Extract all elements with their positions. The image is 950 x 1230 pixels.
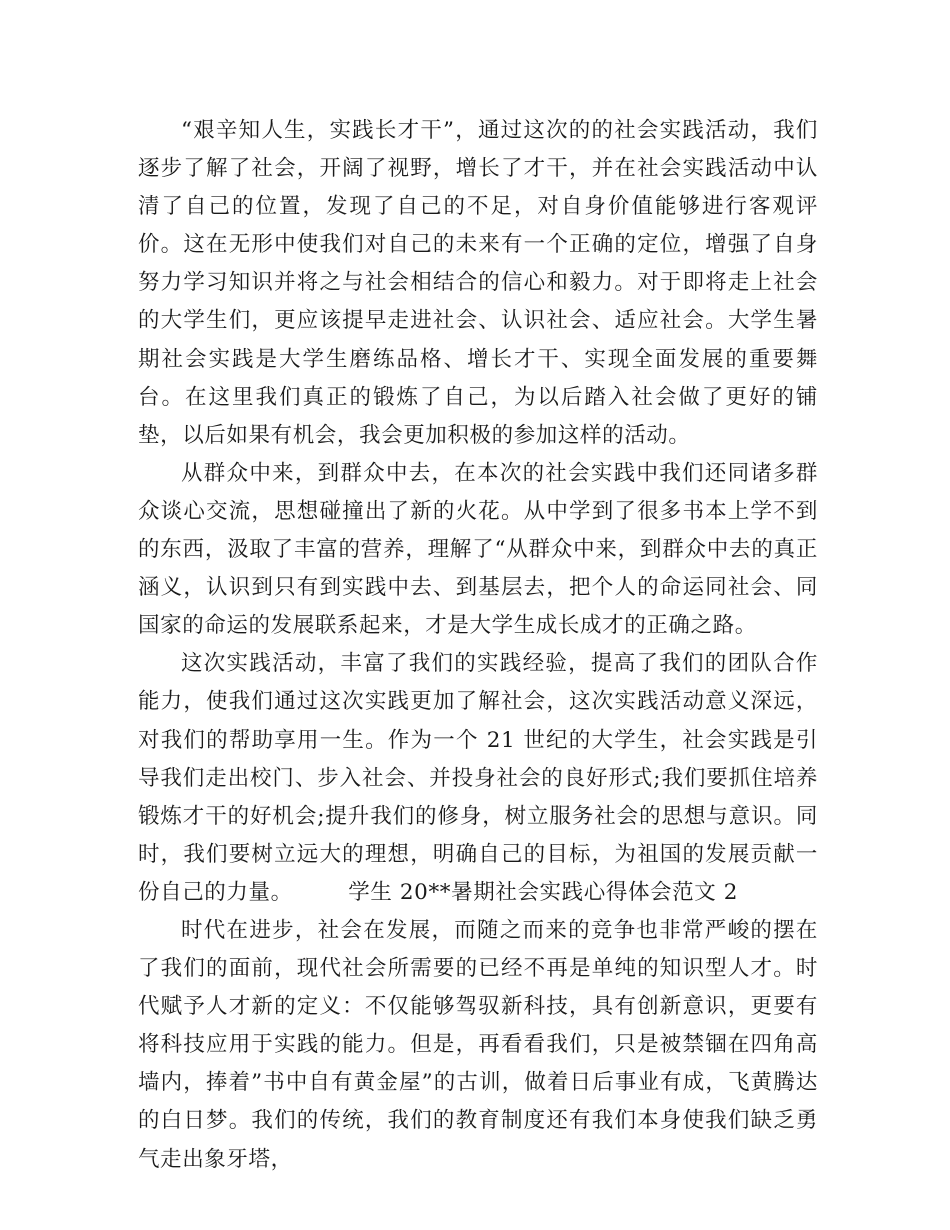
paragraph-1: “艰辛知人生，实践长才干”，通过这次的的社会实践活动，我们逐步了解了社会，开阔了视野，增长了才干，并在社会实践活动中认清了自己的位置，发现了自己的不足，对自身价值能够进行客观评价。这在无形中使我们对自己的未来有一个正确的定位，增强了自身努力学习知识并将之与社会相结合的信心和毅力。对于即将走上社会的大学生们，更应该提早走进社会、认识社会、适应社会。大学生暑期社会实践是大学生磨练品格、增长才干、实现全面发展的重要舞台。在这里我们真正的锻炼了自己，为以后踏入社会做了更好的铺垫，以后如果有机会，我会更加积极的参加这样的活动。 (138, 118, 818, 448)
paragraph-4: 时代在进步，社会在发展，而随之而来的竞争也非常严峻的摆在了我们的面前，现代社会所需要的已经不再是单纯的知识型人才。时代赋予人才新的定义：不仅能够驾驭新科技，具有创新意识，更要有将科技应用于实践的能力。但是，再看看我们，只是被禁锢在四角高墙内，捧着”书中自有黄金屋”的古训，做着日后事业有成，飞黄腾达的白日梦。我们的传统，我们的教育制度还有我们本身使我们缺乏勇气走出象牙塔， (138, 917, 818, 1172)
paragraph-2: 从群众中来，到群众中去，在本次的社会实践中我们还同诸多群众谈心交流，思想碰撞出了新的火花。从中学到了很多书本上学不到的东西，汲取了丰富的营养，理解了“从群众中来，到群众中去的真正涵义，认识到只有到实践中去、到基层去，把个人的命运同社会、同国家的命运的发展联系起来，才是大学生成长成才的正确之路。 (138, 460, 818, 639)
document-body (138, 112, 818, 1179)
paragraph-3: 这次实践活动，丰富了我们的实践经验，提高了我们的团队合作能力，使我们通过这次实践更加了解社会，这次实践活动意义深远，对我们的帮助享用一生。作为一个 21 世纪的大学生，社会实践是引导我们走出校门、步入社会、并投身社会的良好形式;我们要抓住培养锻炼才干的好机会;提升我们的修身，树立服务社会的思想与意识。同时，我们要树立远大的理想，明确自己的目标，为祖国的发展贡献一份自己的力量。 学生 20**暑期社会实践心得体会范文 2 (138, 651, 818, 905)
